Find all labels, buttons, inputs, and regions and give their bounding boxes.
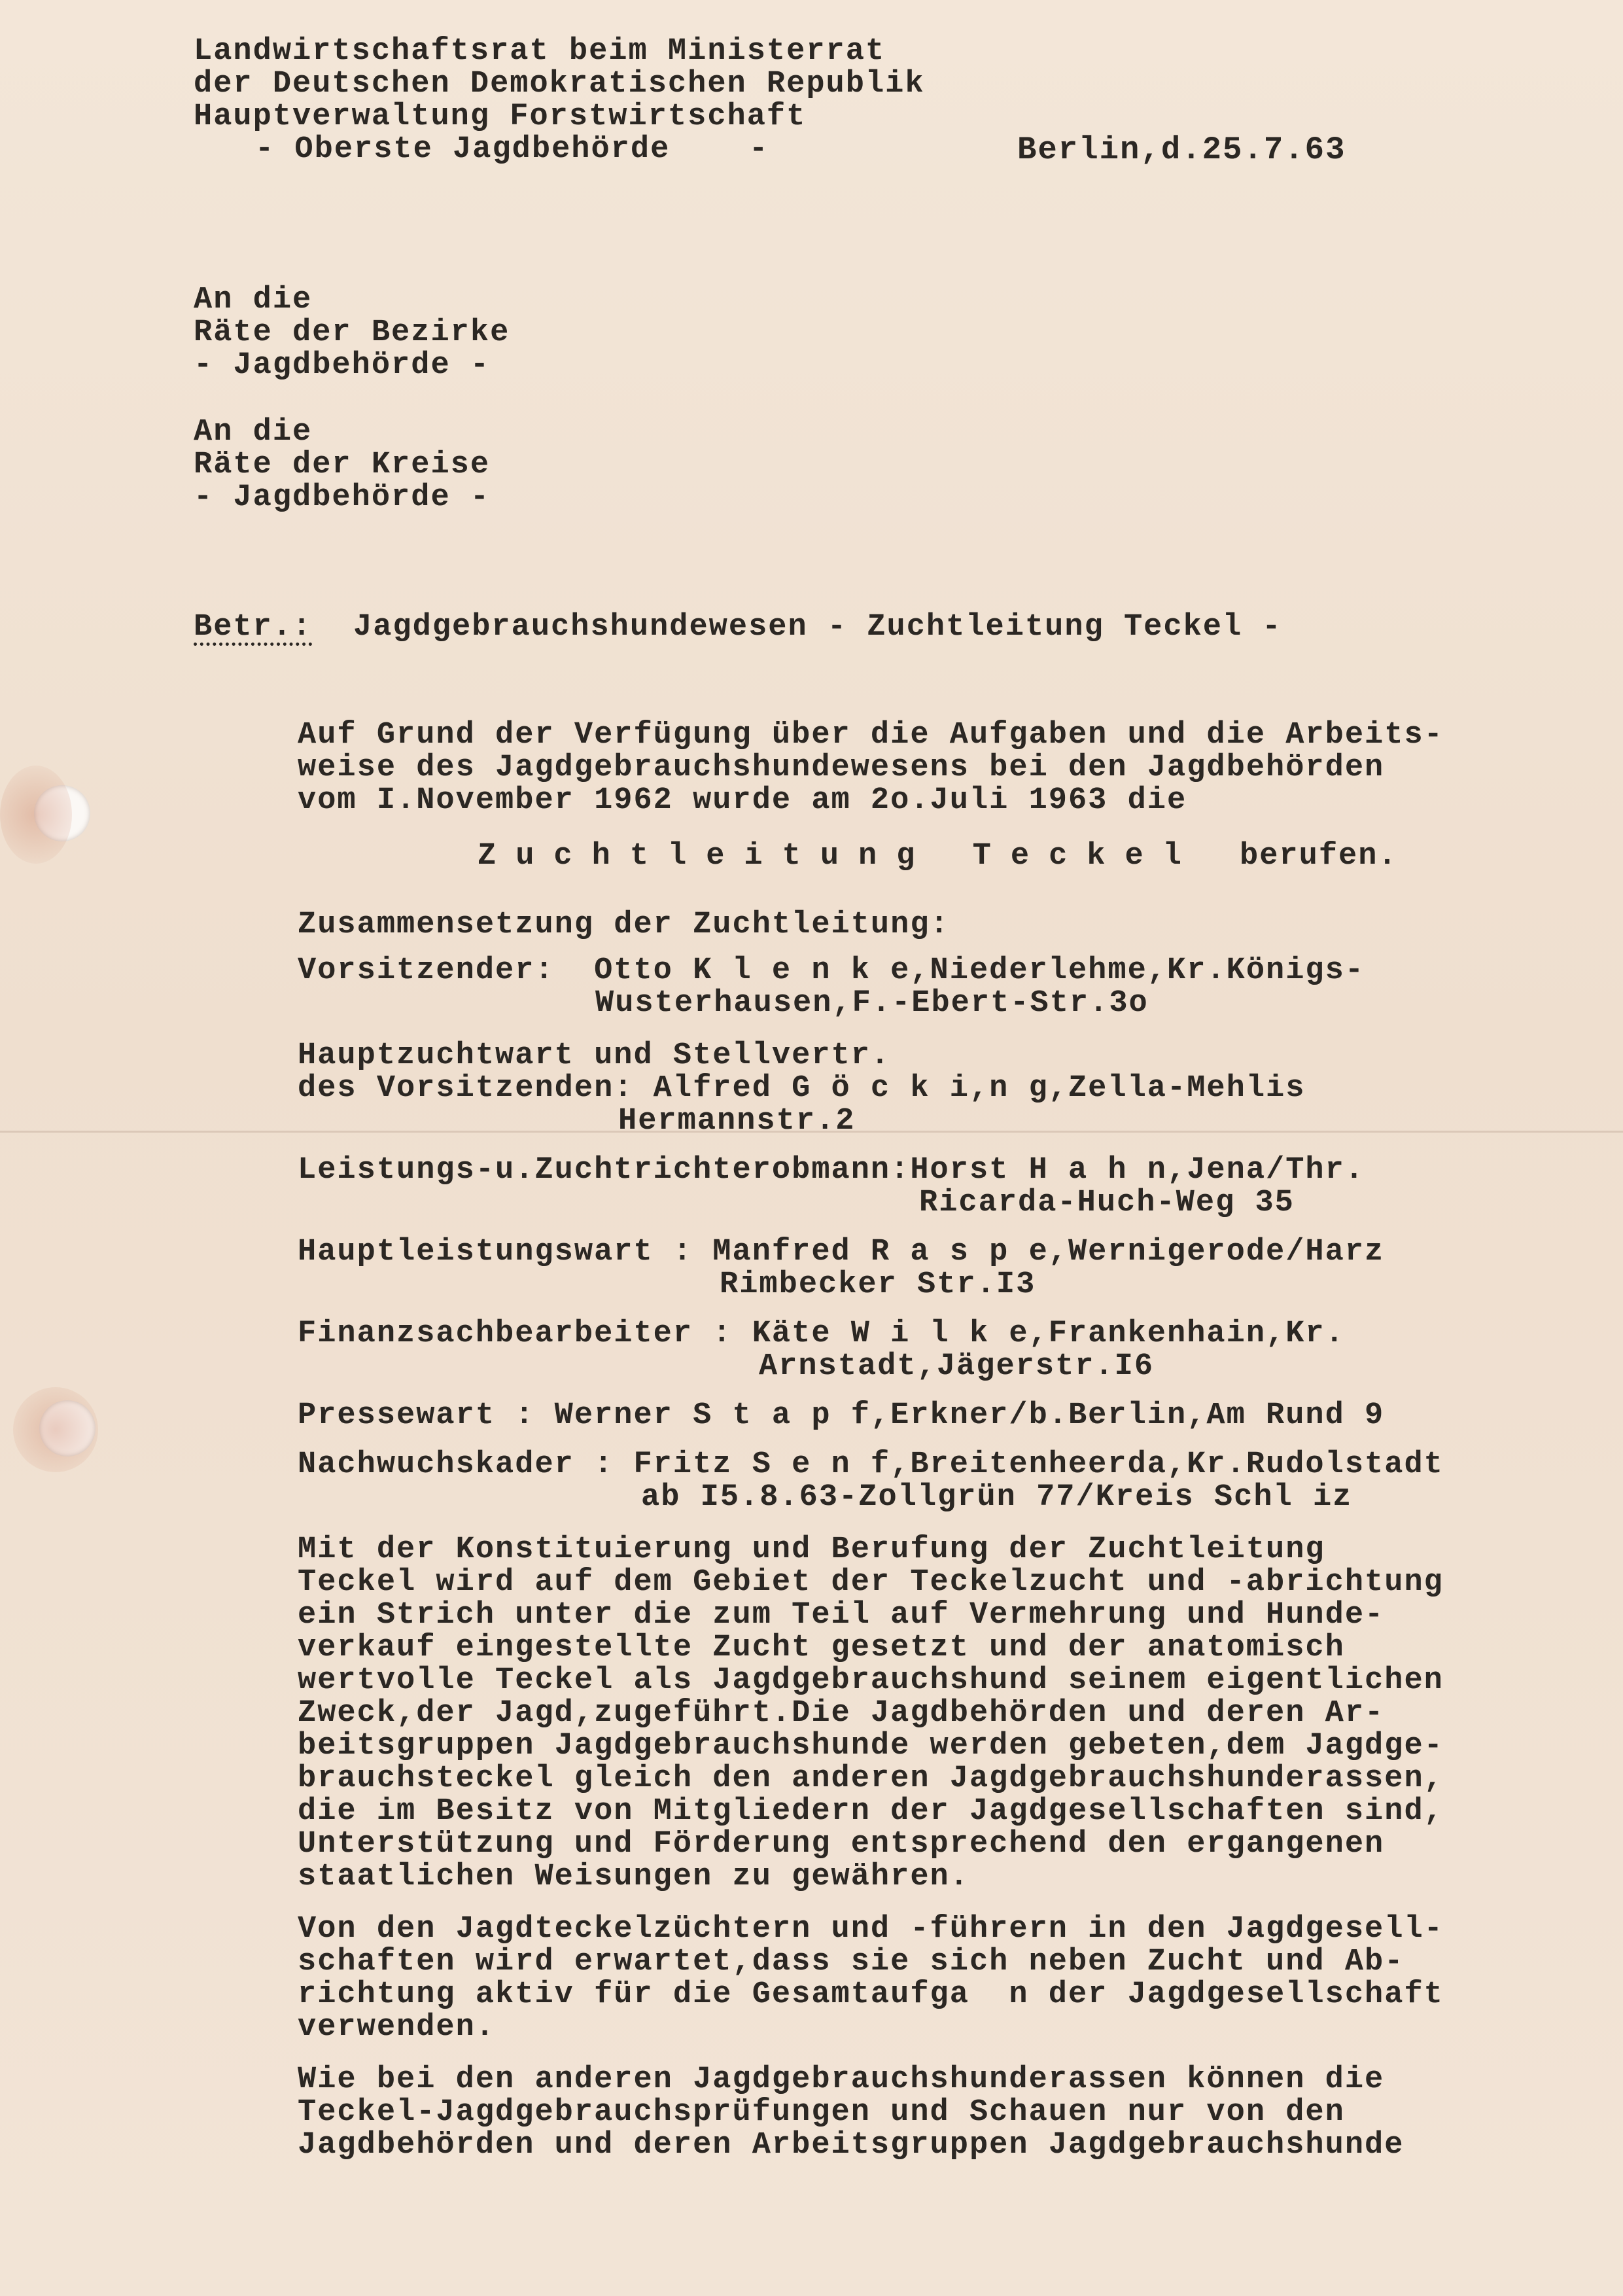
member-judges-line-2: Ricarda-Huch-Weg 35 bbox=[919, 1186, 1295, 1220]
composition-heading: Zusammensetzung der Zuchtleitung: bbox=[298, 908, 950, 942]
recipient-2-line-1: An die bbox=[194, 415, 313, 450]
member-press-line-1: Pressewart : Werner S t a p f,Erkner/b.Berlin,Am Rund 9 bbox=[298, 1398, 1385, 1433]
member-youth-line-2: ab I5.8.63-Zollgrün 77/Kreis Schl iz bbox=[641, 1480, 1353, 1515]
paragraph1-line: Unterstützung und Förderung entsprechend den ergangenen bbox=[298, 1827, 1385, 1862]
paragraph2-line: Von den Jagdteckelzüchtern und -führern in den Jagdgesell- bbox=[298, 1912, 1444, 1947]
letterhead-line-2: der Deutschen Demokratischen Republik bbox=[194, 67, 925, 101]
letterhead-line-3: Hauptverwaltung Forstwirtschaft bbox=[194, 99, 807, 134]
subject-label: Betr.: bbox=[194, 610, 313, 645]
paper-stain bbox=[0, 766, 72, 864]
paragraph1-line: Teckel wird auf dem Gebiet der Teckelzucht und -abrichtung bbox=[298, 1565, 1444, 1600]
paper-stain bbox=[13, 1387, 98, 1472]
member-youth-line-1: Nachwuchskader : Fritz S e n f,Breitenheerda,Kr.Rudolstadt bbox=[298, 1447, 1444, 1482]
paragraph1-line: verkauf eingestellte Zucht gesetzt und der anatomisch bbox=[298, 1631, 1345, 1665]
recipient-2-line-2: Räte der Kreise bbox=[194, 448, 491, 482]
intro-line-1: Auf Grund der Verfügung über die Aufgaben und die Arbeits- bbox=[298, 718, 1444, 752]
recipient-1-line-1: An die bbox=[194, 283, 313, 317]
recipient-1-line-2: Räte der Bezirke bbox=[194, 315, 510, 350]
intro-line-3: vom I.November 1962 wurde am 2o.Juli 1963 die bbox=[298, 783, 1187, 818]
paragraph3-line: Jagdbehörden und deren Arbeitsgruppen Jagdgebrauchshunde bbox=[298, 2128, 1405, 2163]
letterhead-line-4: - Oberste Jagdbehörde - bbox=[255, 132, 769, 167]
member-performance-line-2: Rimbecker Str.I3 bbox=[720, 1267, 1036, 1302]
paragraph3-line: Wie bei den anderen Jagdgebrauchshunderassen können die bbox=[298, 2062, 1385, 2097]
recipient-1-line-3: - Jagdbehörde - bbox=[194, 348, 491, 383]
letterhead-line-1: Landwirtschaftsrat beim Ministerrat bbox=[194, 34, 886, 69]
recipient-2-line-3: - Jagdbehörde - bbox=[194, 480, 491, 515]
paragraph2-line: richtung aktiv für die Gesamtaufga n der Jagdgesellschaft bbox=[298, 1977, 1444, 2012]
paragraph3-line: Teckel-Jagdgebrauchsprüfungen und Schauen nur von den bbox=[298, 2095, 1345, 2130]
member-deputy-line-1: Hauptzuchtwart und Stellvertr. bbox=[298, 1038, 891, 1073]
member-deputy-line-3: Hermannstr.2 bbox=[618, 1104, 856, 1139]
member-performance-line-1: Hauptleistungswart : Manfred R a s p e,Wernigerode/Harz bbox=[298, 1235, 1385, 1269]
letter-date: Berlin,d.25.7.63 bbox=[1017, 132, 1346, 168]
paragraph1-line: die im Besitz von Mitgliedern der Jagdgesellschaften sind, bbox=[298, 1794, 1444, 1829]
paragraph1-line: Zweck,der Jagd,zugeführt.Die Jagdbehörden und deren Ar- bbox=[298, 1696, 1385, 1731]
paragraph1-line: staatlichen Weisungen zu gewähren. bbox=[298, 1860, 969, 1894]
intro-line-2: weise des Jagdgebrauchshundewesens bei den Jagdbehörden bbox=[298, 751, 1385, 785]
member-deputy-line-2: des Vorsitzenden: Alfred G ö c k i,n g,Zella-Mehlis bbox=[298, 1071, 1306, 1106]
subject-text: Jagdgebrauchshundewesen - Zuchtleitung Teckel - bbox=[353, 610, 1282, 645]
intro-spaced-tail: berufen. bbox=[1240, 839, 1398, 874]
paragraph2-line: verwenden. bbox=[298, 2010, 496, 2045]
paragraph1-line: brauchsteckel gleich den anderen Jagdgebrauchshunderassen, bbox=[298, 1761, 1444, 1796]
member-finance-line-2: Arnstadt,Jägerstr.I6 bbox=[759, 1349, 1155, 1384]
paragraph1-line: beitsgruppen Jagdgebrauchshunde werden gebeten,dem Jagdge- bbox=[298, 1729, 1444, 1763]
paragraph1-line: ein Strich unter die zum Teil auf Vermehrung und Hunde- bbox=[298, 1598, 1385, 1633]
paragraph1-line: Mit der Konstituierung und Berufung der Zuchtleitung bbox=[298, 1532, 1325, 1567]
paragraph1-line: wertvolle Teckel als Jagdgebrauchshund seinem eigentlichen bbox=[298, 1663, 1444, 1698]
paragraph2-line: schaften wird erwartet,dass sie sich neben Zucht und Ab- bbox=[298, 1945, 1405, 1979]
intro-spaced-title: Zuchtleitung Teckel bbox=[478, 839, 1201, 874]
member-chair-line-1: Vorsitzender: Otto K l e n k e,Niederlehme,Kr.Königs- bbox=[298, 953, 1365, 988]
member-chair-line-2: Wusterhausen,F.-Ebert-Str.3o bbox=[595, 986, 1149, 1021]
member-judges-line-1: Leistungs-u.Zuchtrichterobmann:Horst H a h n,Jena/Thr. bbox=[298, 1153, 1365, 1188]
member-finance-line-1: Finanzsachbearbeiter : Käte W i l k e,Frankenhain,Kr. bbox=[298, 1316, 1345, 1351]
